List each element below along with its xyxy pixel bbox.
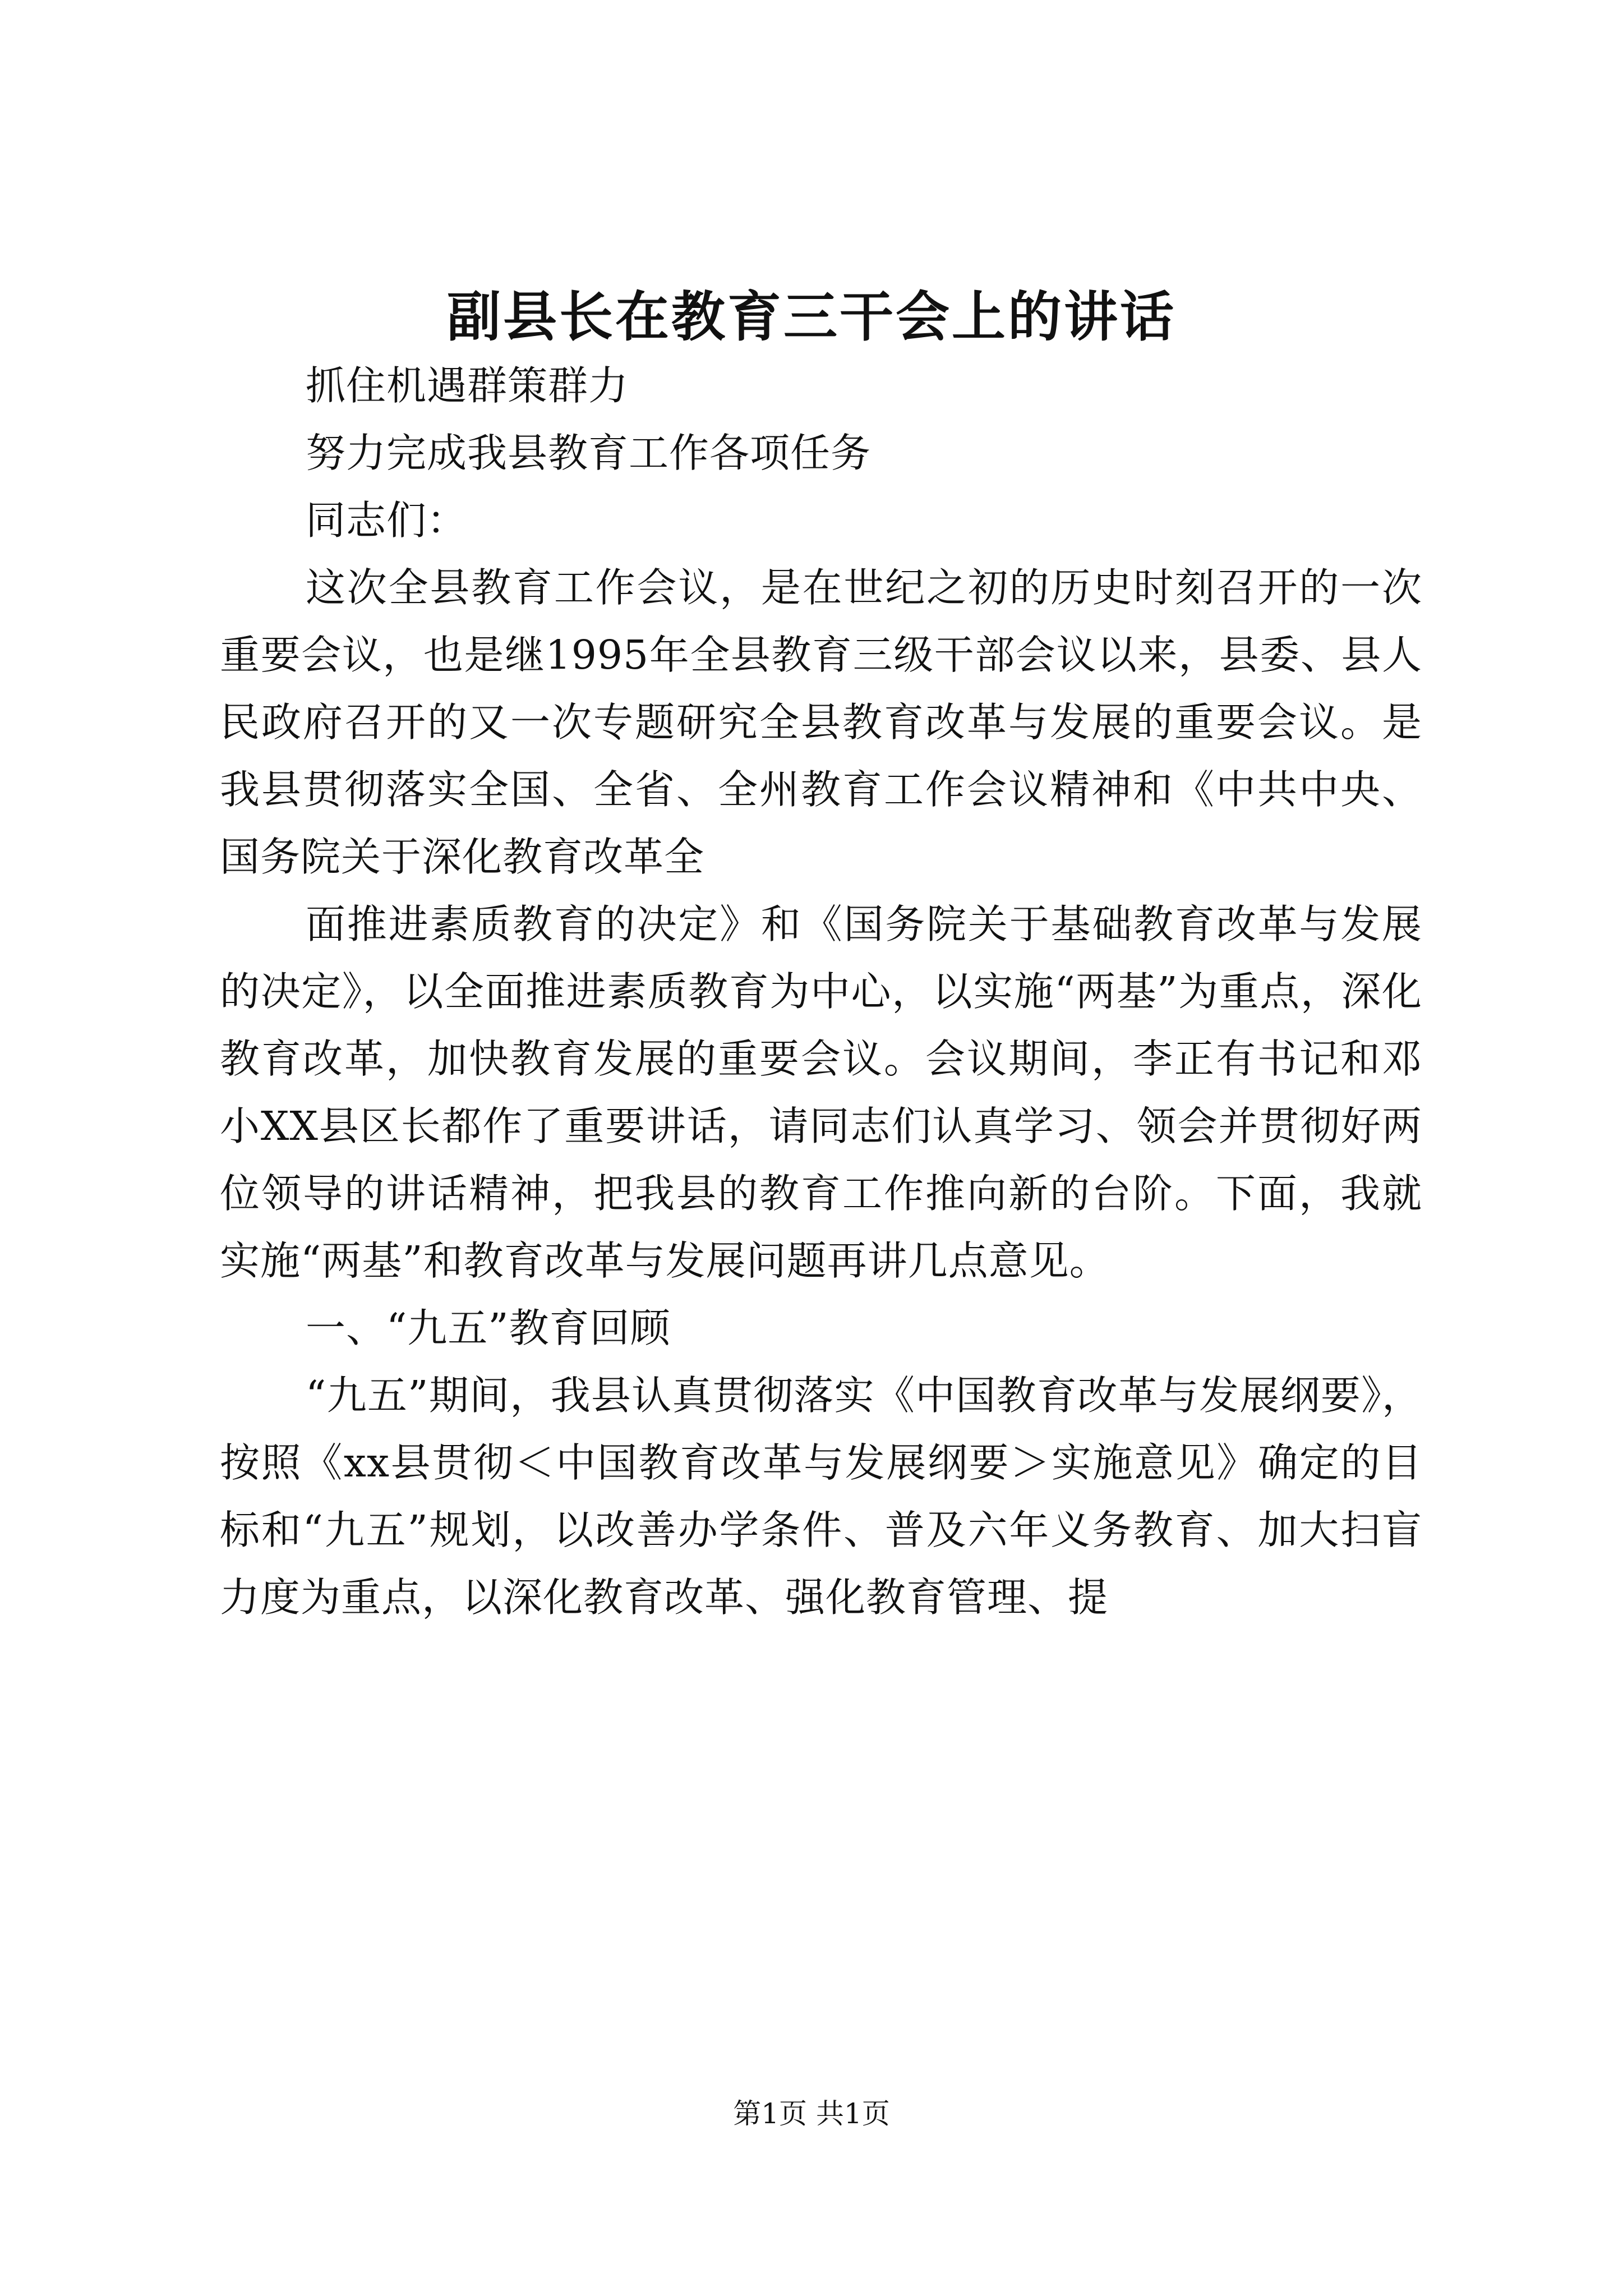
salutation: 同志们： [306, 497, 468, 544]
page-footer: 第1页 共1页 [733, 2097, 890, 2130]
subtitle-line-2: 努力完成我县教育工作各项任务 [306, 430, 872, 476]
subtitle-line-1: 抓住机遇群策群力 [306, 362, 629, 409]
section-heading: 一、“九五”教育回顾 [306, 1305, 671, 1351]
body-paragraph: “九五”期间，我县认真贯彻落实《中国教育改革与发展纲要》，按照《xx县贯彻＜中国教育改革与发展纲要＞实施意见》确定的目标和“九五”规划，以改善办学条件、普及六年义务教育、加大扫盲力度为重点，以深化教育改革、强化教育管理、提 [220, 1372, 1422, 1621]
body-paragraph: 面推进素质教育的决定》和《国务院关于基础教育改革与发展的决定》，以全面推进素质教育为中心，以实施“两基”为重点，深化教育改革，加快教育发展的重要会议。会议期间，李正有书记和邓小XX县区长都作了重要讲话，请同志们认真学习、领会并贯彻好两位领导的讲话精神，把我县的教育工作推向新的台阶。下面，我就实施“两基”和教育改革与发展问题再讲几点意见。 [220, 901, 1422, 1284]
document-body [220, 352, 1422, 1631]
body-paragraph: 这次全县教育工作会议，是在世纪之初的历史时刻召开的一次重要会议，也是继1995年全县教育三级干部会议以来，县委、县人民政府召开的又一次专题研究全县教育改革与发展的重要会议。是我县贯彻落实全国、全省、全州教育工作会议精神和《中共中央、国务院关于深化教育改革全 [220, 564, 1422, 880]
document-title: 副县长在教育三干会上的讲话 [447, 285, 1176, 348]
